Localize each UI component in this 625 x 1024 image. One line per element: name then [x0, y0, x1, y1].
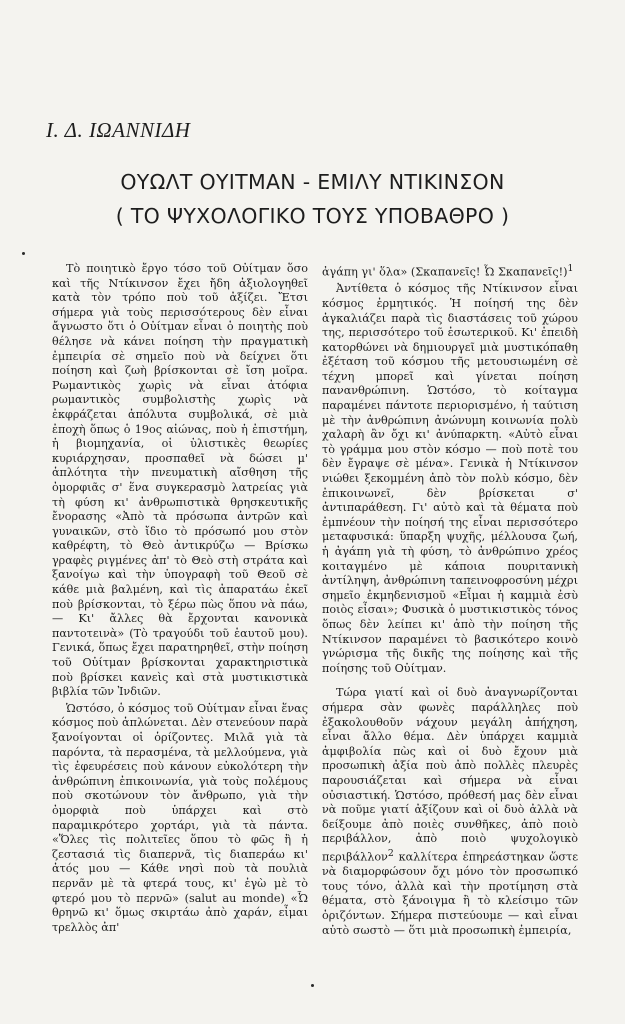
left-column: [52, 262, 308, 935]
right-paragraph-continuation: [322, 262, 578, 280]
right-paragraph-2-text: Τώρα γιατί καὶ οἱ δυὸ ἀναγνωρίζονται σήμερα σὰν φωνὲς παράλληλες ποὺ ἐξακολουθοῦν νάχουν μεγάλη ἀπήχηση, εἶναι ἄλλο θέμα. Δὲν ὑπάρχει καμμιὰ ἀμφιβολία πὼς καὶ οἱ δυὸ ἔχουν μιὰ προσωπικὴ ἀξία ποὺ ἀπὸ πολλὲς πλευρὲς παρουσιάζεται καὶ σήμερα νὰ εἶναι οὐσιαστική. Ὡστόσο, πρόθεσή μας δὲν εἶναι νὰ ποῦμε γιατί ἀξίζουν καὶ οἱ δυὸ ἀλλὰ νὰ δείξουμε ἀπὸ ποιὲς συνθῆκες, ἀπὸ ποιὸ περιβάλλον, ἀπὸ ποιὸ ψυχολογικὸ περιβάλλον: [322, 686, 578, 864]
continuation-text: ἀγάπη γι' ὅλα» (Σκαπανεῖς! Ὦ Σκαπανεῖς!): [322, 265, 568, 279]
scan-speck: [311, 984, 314, 987]
article-subtitle: ( ΤΟ ΨΥΧΟΛΟΓΙΚΟ ΤΟΥΣ ΥΠΟΒΑΘΡΟ ): [115, 204, 510, 228]
left-paragraph-2: Ὡστόσο, ὁ κόσμος τοῦ Οὐίτμαν εἶναι ἕνας κόσμος ποὺ ἁπλώνεται. Δὲν στενεύουν παρὰ ξανοίγονται οἱ ὁρίζοντες. Μιλᾶ γιὰ τὰ παρόντα, τὰ περασμένα, τὰ μελλούμενα, γιὰ τὶς ἐφευρέσεις ποὺ κάνουν εὐκολότερη τὴν ἀνθρώπινη ἐπικοινωνία, γιὰ τοὺς πολέμους ποὺ σκοτώνουν τὸν ἄνθρωπο, γιὰ τὴν ὀμορφιὰ ποὺ ὑπάρχει καὶ στὸ παραμικρότερο χορτάρι, γιὰ τὰ πάντα. «Ὅλες τὶς πολιτεῖες ὅπου τὸ φῶς ἢ ἡ ζεστασιά τὶς διαπερνᾶ, τὶς διαπεράω κι' ἀτός μου — Κάθε νησὶ ποὺ τὰ πουλιὰ περνᾶν μὲ τὰ φτερά τους, κι' ἐγὼ μὲ τὸ φτερό μου τὸ περνῶ» (salut au monde) «Ὦ θρηνῶ κι' ὅμως σκιρτάω ἀπὸ χαράν, εἶμαι τρελλὸς ἀπ': [52, 701, 308, 934]
footnote-marker-2: 2: [387, 847, 394, 859]
footnote-marker-1: 1: [567, 263, 574, 274]
author-name: Ι. Δ. ΙΩΑΝΝΙΔΗ: [46, 118, 191, 142]
article-title: ΟΥΩΛΤ ΟΥΙΤΜΑΝ - ΕΜΙΛΥ ΝΤΙΚΙΝΣΟΝ: [120, 170, 505, 194]
left-paragraph-1: Τὸ ποιητικὸ ἔργο τόσο τοῦ Οὐίτμαν ὅσο καὶ τῆς Ντίκινσον ἔχει ἤδη ἀξιολογηθεῖ κατὰ τὸν τρόπο ποὺ τοῦ ἀξίζει. Ἔτσι σήμερα γιὰ τοὺς περισσότερους δὲν εἶναι ἄγνωστο ὅτι ὁ Οὐίτμαν εἶναι ὁ ποιητὴς ποὺ θέλησε νὰ κάνει ποίηση τὴν πραγματικὴ ἐμπειρία σὲ σημεῖο ποὺ νὰ δείχνει ὅτι ποίηση καὶ ζωὴ βρίσκονται σὲ ἴση μοῖρα. Ρωμαντικὸς χωρὶς νὰ εἶναι ἀτόφια ρωμαντικὸς συμβολιστὴς χωρὶς νὰ ἐκφράζεται ἀπόλυτα συμβολικά, σὲ μιὰ ἐποχὴ ὅπως ὁ 19ος αἰώνας, ποὺ ἡ ἐπιστήμη, ἡ βιομηχανία, οἱ ὑλιστικὲς θεωρίες κυριάρχησαν, προσπαθεῖ νὰ δώσει μ' ἁπλότητα τὴν πνευματικὴ αἴσθηση τῆς ὀμορφιᾶς σ' ἕνα συγκερασμὸ λατρείας γιὰ τὴ φύση κι' ἀνθρωπιστικὰ θρησκευτικῆς ἔνορασης «Ἀπὸ τὰ πρόσωπα ἀντρῶν καὶ γυναικῶν, στὸ ἴδιο τὸ πρόσωπό μου στὸν καθρέφτη, τὸ Θεὸ ἀντικρύζω — Βρίσκω γραφὲς ριγμένες ἀπ' τὸ Θεὸ στὴ στράτα καὶ ξανοίγω καὶ τὴν ὑπογραφὴ τοῦ Θεοῦ σὲ κάθε μιὰ βαλμένη, καὶ τὶς ἀπαρατάω ἐκεῖ ποὺ βρίσκονται, τὸ ξέρω πὼς ὅπου νὰ πάω, — Κι' ἄλλες θὰ ἔρχονται κανονικὰ παντοτεινὰ» (Τὸ τραγούδι τοῦ ἑαυτοῦ μου). Γενικά, ὅπως ἔχει παρατηρηθεῖ, στὴν ποίηση τοῦ Οὐίτμαν βρίσκονται χαρακτηριστικὰ ποὺ βρίσκει κανεὶς καὶ στὰ μυστικιστικὰ βιβλία τῶν Ἰνδιῶν.: [52, 262, 308, 699]
scan-speck: [22, 252, 25, 255]
right-column: [322, 262, 578, 938]
right-paragraph-1: Ἀντίθετα ὁ κόσμος τῆς Ντίκινσον εἶναι κόσμος ἐρμητικός. Ἡ ποίησή της δὲν ἀγκαλιάζει παρὰ τὶς διαστάσεις τοῦ χώρου της, περισσότερο τοῦ ἐσωτερικοῦ. Κι' ἐπειδὴ κατορθώνει νὰ δημιουργεῖ μιὰ μυστικόπαθη ἐξέταση τοῦ κόσμου τῆς μετουσιωμένη σὲ τέχνη μπορεῖ καὶ γίνεται ποίηση πανανθρώπινη. Ὡστόσο, τὸ κοίταγμα παραμένει πάντοτε περιορισμένο, ἡ ταύτιση μὲ τὴν ἀνθρώπινη ἀνώνυμη κοινωνία πολὺ χαλαρὴ ἂν ὄχι κι' ἀνύπαρκτη. «Αὐτὸ εἶναι τὸ γράμμα μου στὸν κόσμο — ποὺ ποτὲ του δὲν ἔγραψε σὲ μένα». Γενικὰ ἡ Ντίκινσον νιώθει ξεκομμένη ἀπὸ τὸν πολὺ κόσμο, δὲν ἐπικοινωνεῖ, δὲν βρίσκεται σ' ἀντιπαράθεση. Γι' αὐτὸ καὶ τὰ θέματα ποὺ ἐμπνέουν τὴν ποίησή της εἶναι περισσότερο μεταφυσικά: ὕπαρξη ψυχῆς, μέλλουσα ζωή, ἡ ἀγάπη γιὰ τὴ φύση, τὸ ἀνθρώπινο χρέος κοιταγμένο μὲ κάποια πουριτανικὴ ἀντίληψη, ἀνθρώπινη ταπεινοφροσύνη μέχρι σημεῖο ἐκμηδενισμοῦ «Εἶμαι ἡ καμμιὰ ἐσὺ ποιὸς εἶσαι»; Φυσικὰ ὁ μυστικιστικὸς τόνος ὅπως δὲν λείπει κι' ἀπὸ τὴν ποίηση τῆς Ντίκινσον παραμένει τὸ βασικότερο κοινὸ γνώρισμα τῆς δικῆς της ποίησης καὶ τῆς ποίησης τοῦ Οὐίτμαν.: [322, 282, 578, 675]
right-paragraph-2: [322, 686, 578, 938]
right-paragraph-2-tail: καλλίτερα ἐπηρεάστηκαν ὥστε νὰ διαμορφώσουν ὄχι μόνο τὸν προσωπικό τους τόνο, ἀλλὰ καὶ τὴν προτίμηση στὰ θέματα, στὸ ξάνοιγμα ἢ τὸ κλείσιμο τῶν ὁριζόντων. Σήμερα πιστεύουμε — καὶ εἶναι αὐτὸ σωστὸ — ὅτι μιὰ προσωπικὴ ἐμπειρία,: [322, 850, 578, 937]
